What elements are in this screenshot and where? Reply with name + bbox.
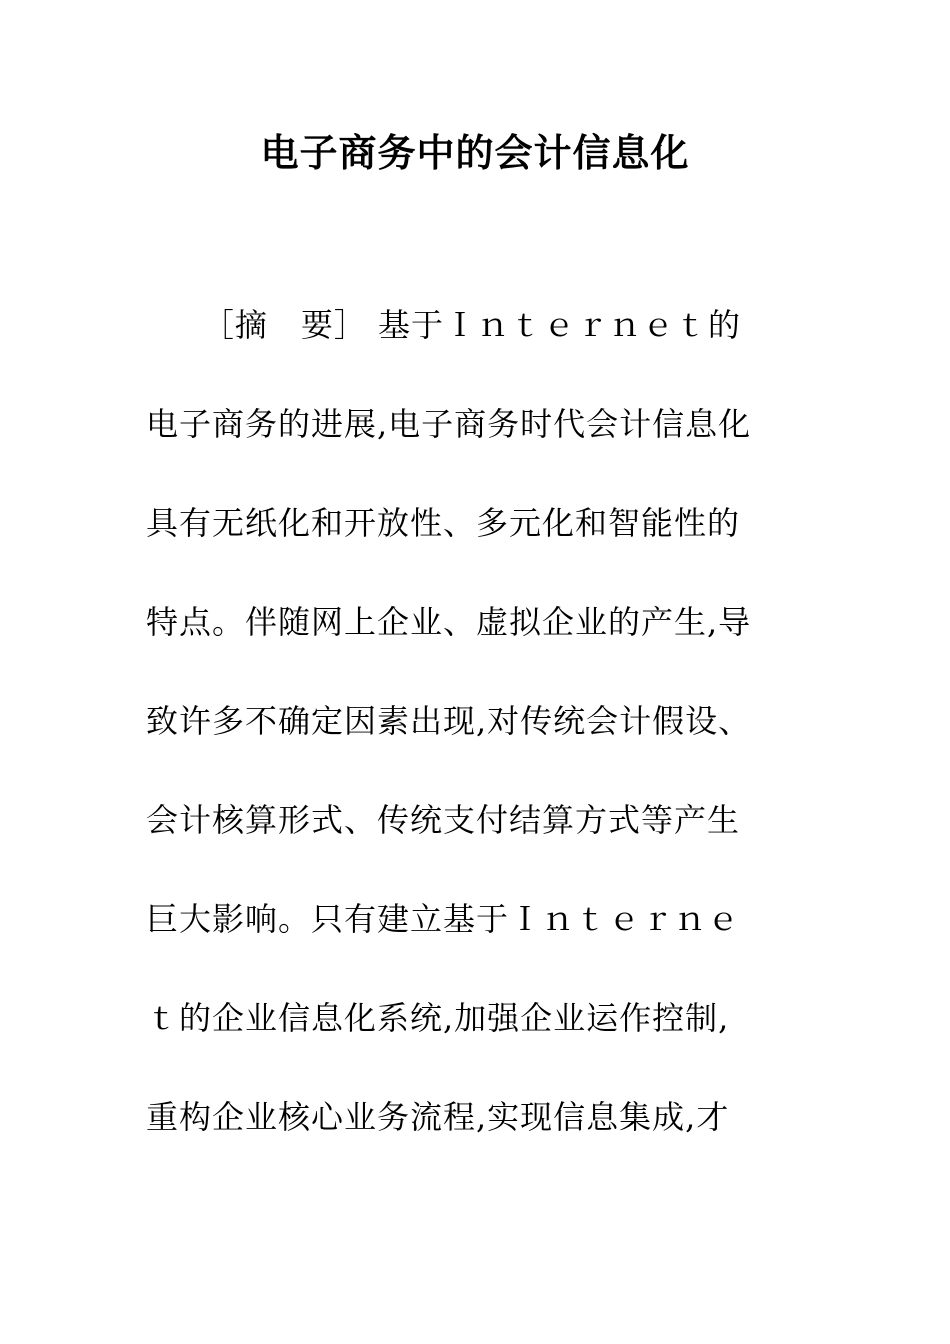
body-line: ｔ的企业信息化系统,加强企业运作控制, (146, 999, 730, 1037)
body-line: 特点。伴随网上企业、虚拟企业的产生,导 (146, 603, 752, 641)
body-line: ［摘 要］ 基于Ｉｎｔｅｒｎｅｔ的 (146, 306, 742, 344)
body-line: 具有无纸化和开放性、多元化和智能性的 (146, 504, 741, 542)
document-title: 电子商务中的会计信息化 (260, 130, 690, 175)
body-line: 巨大影响。只有建立基于Ｉｎｔｅｒｎｅ (146, 900, 741, 938)
body-line: 电子商务的进展,电子商务时代会计信息化 (146, 405, 752, 443)
body-line: 会计核算形式、传统支付结算方式等产生 (146, 801, 741, 839)
body-line: 致许多不确定因素出现,对传统会计假设、 (146, 702, 752, 740)
body-line: 重构企业核心业务流程,实现信息集成,才 (146, 1098, 730, 1136)
